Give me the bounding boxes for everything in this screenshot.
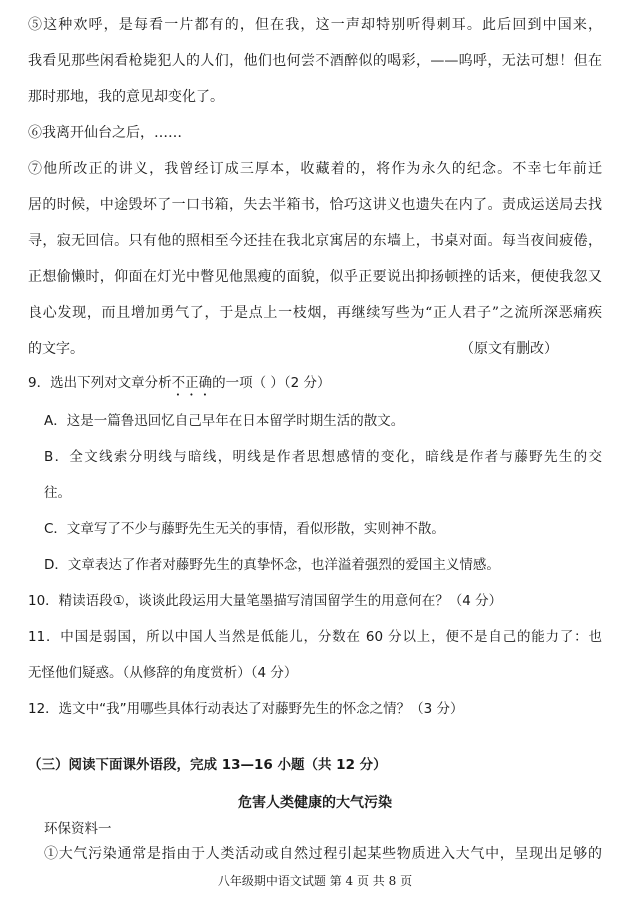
passage-p7-line5: 良心发现，而且增加勇气了，于是点上一枝烟，再继续写些为“正人君子”之流所深恶痛疾 <box>28 305 602 321</box>
question-9-option-b-line2: 往。 <box>44 485 71 501</box>
page-footer: 八年级期中语文试题 第 4 页 共 8 页 <box>217 874 413 888</box>
section-3-heading: （三）阅读下面课外语段，完成 13—16 小题（共 12 分） <box>28 757 387 773</box>
material-1-line1: ①大气污染通常是指由于人类活动或自然过程引起某些物质进入大气中，呈现出足够的 <box>44 846 602 862</box>
question-9-emphasis: 不正确 <box>171 375 213 391</box>
question-9-option-c: C．文章写了不少与藤野先生无关的事情，看似形散，实则神不散。 <box>44 521 445 537</box>
passage-p7-line3: 寻，寂无回信。只有他的照相至今还挂在我北京寓居的东墙上，书桌对面。每当夜间疲倦， <box>28 233 602 249</box>
question-9-option-b-line1: B．全文线索分明线与暗线，明线是作者思想感情的变化，暗线是作者与藤野先生的交 <box>44 449 602 465</box>
question-11-line1: 11．中国是弱国，所以中国人当然是低能儿，分数在 60 分以上，便不是自己的能力了：也 <box>28 629 602 645</box>
passage-p6: ⑥我离开仙台之后，…… <box>28 125 182 141</box>
passage-p5-line1: ⑤这种欢呼，是每看一片都有的，但在我，这一声却特别听得刺耳。此后回到中国来， <box>28 17 602 33</box>
question-9-suffix: 的一项（ ）（2 分） <box>212 375 331 391</box>
passage-p5-line3: 那时那地，我的意见却变化了。 <box>28 89 224 105</box>
article-title: 危害人类健康的大气污染 <box>238 795 392 811</box>
passage-p7-line6-text: 的文字。 <box>28 341 84 357</box>
passage-p7-line1: ⑦他所改正的讲义，我曾经订成三厚本，收藏着的，将作为永久的纪念。不幸七年前迁 <box>28 161 602 177</box>
material-label: 环保资料一 <box>44 821 112 837</box>
passage-p7-line2: 居的时候，中途毁坏了一口书箱，失去半箱书，恰巧这讲义也遗失在内了。责成运送局去找 <box>28 197 602 213</box>
question-11-line2: 无怪他们疑惑。（从修辞的角度赏析）（4 分） <box>28 665 298 681</box>
question-9-prefix: 9．选出下列对文章分析 <box>28 375 172 391</box>
question-10: 10．精读语段①，谈谈此段运用大量笔墨描写清国留学生的用意何在？（4 分） <box>28 593 503 609</box>
question-12: 12．选文中“我”用哪些具体行动表达了对藤野先生的怀念之情？（3 分） <box>28 701 464 717</box>
passage-p5-line2: 我看见那些闲看枪毙犯人的人们，他们也何尝不酒醉似的喝彩，——呜呼，无法可想！但在 <box>28 53 602 69</box>
question-9-option-a: A．这是一篇鲁迅回忆自己早年在日本留学时期生活的散文。 <box>44 413 405 429</box>
passage-p7-line4: 正想偷懒时，仰面在灯光中瞥见他黑瘦的面貌，似乎正要说出抑扬顿挫的话来，便使我忽又 <box>28 269 602 285</box>
source-note: （原文有删改） <box>460 341 558 357</box>
passage-p7-line6 <box>28 340 602 358</box>
question-9 <box>28 374 602 399</box>
question-9-option-d: D．文章表达了作者对藤野先生的真挚怀念，也洋溢着强烈的爱国主义情感。 <box>44 557 500 573</box>
